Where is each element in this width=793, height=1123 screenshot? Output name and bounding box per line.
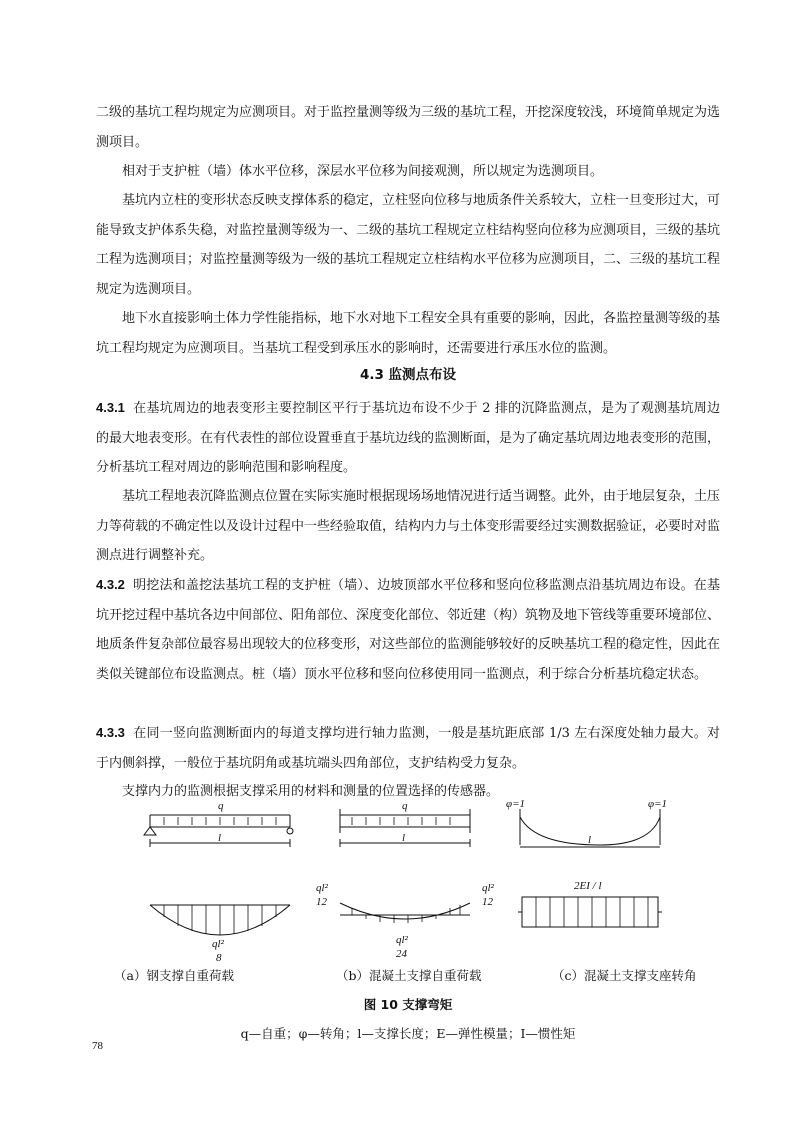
label-l-c: l xyxy=(588,834,592,846)
clause-text: 在同一竖向监测断面内的每道支撑均进行轴力监测，一般是基坑距底部 1/3 左右深度处轴力最大。对于内侧斜撑，一般位于基坑阴角或基坑端头四角部位，支护结构受力复杂。 xyxy=(96,726,720,771)
label-div12-left: 12 xyxy=(316,896,327,908)
figure-title: 图 10 支撑弯矩 xyxy=(363,997,453,1012)
label-phi-left: φ=1 xyxy=(506,798,526,810)
label-div12-right: 12 xyxy=(482,896,493,908)
label-l-a: l xyxy=(218,832,222,844)
label-q-a: q xyxy=(218,800,224,812)
clause-text: 在基坑周边的地表变形主要控制区平行于基坑边布设不少于 2 排的沉降监测点，是为了观测基坑周边的最大地表变形。在有代表性的部位设置垂直于基坑边线的监测断面，是为了确定基坑周边地表变形的范围，分析基坑工程对周边的影响范围和影响程度。 xyxy=(96,401,721,475)
clause-4-3-3-note: 支撑内力的监测根据支撑采用的材料和测量的位置选择的传感器。 xyxy=(122,784,500,799)
moment-diagram-a xyxy=(150,905,290,935)
caption-a: （a）钢支撑自重荷载 xyxy=(114,968,234,983)
clause-number: 4.3.2 xyxy=(96,577,125,592)
clause-4-3-2 xyxy=(96,570,720,689)
figure-legend: q—自重；φ—转角；l—支撑长度；E—弹性模量；I—惯性矩 xyxy=(240,1026,576,1041)
clause-number: 4.3.3 xyxy=(96,725,125,740)
label-phi-right: φ=1 xyxy=(648,798,668,810)
label-ql2-b-right: ql² xyxy=(482,882,494,894)
label-l-b: l xyxy=(402,832,406,844)
paragraph-deep-displacement: 相对于支护桩（墙）体水平位移，深层水平位移为间接观测，所以规定为选测项目。 xyxy=(122,164,604,179)
section-title: 4.3 监测点布设 xyxy=(359,367,457,383)
support-moment-figure xyxy=(130,795,690,995)
clause-number: 4.3.1 xyxy=(96,400,125,415)
page-number: 78 xyxy=(92,1040,103,1052)
paragraph-continuation: 二级的基坑工程均规定为应测项目。对于监控量测等级为三级的基坑工程，开挖深度较浅，环境简单规定为选测项目。 xyxy=(96,105,721,150)
caption-c: （c）混凝土支撑支座转角 xyxy=(552,968,697,983)
paragraph-groundwater: 地下水直接影响土体力学性能指标，地下水对地下工程安全具有重要的影响，因此，各监控量测等级的基坑工程均规定为应测项目。当基坑工程受到承压水的影响时，还需要进行承压水位的监测。 xyxy=(96,311,721,356)
label-ql2-b-mid: ql² xyxy=(396,934,408,946)
label-q-b: q xyxy=(402,800,408,812)
label-2ei-l: 2EI / l xyxy=(574,880,602,892)
moment-diagram-c xyxy=(518,897,662,927)
label-ql2-b-left: ql² xyxy=(316,882,328,894)
label-div24: 24 xyxy=(396,948,407,960)
moment-diagram-b xyxy=(340,903,470,923)
clause-4-3-3 xyxy=(96,718,720,778)
caption-b: （b）混凝土支撑自重荷载 xyxy=(336,968,482,983)
clause-4-3-1-note: 基坑工程地表沉降监测点位置在实际实施时根据现场场地情况进行适当调整。此外，由于地层复杂，土压力等荷载的不确定性以及设计过程中一些经验取值，结构内力与土体变形需要经过实测数据验证，必要时对监测点进行调整补充。 xyxy=(96,489,721,563)
clause-4-3-1 xyxy=(96,393,720,483)
label-ql2-a: ql² xyxy=(212,938,224,950)
label-div8: 8 xyxy=(216,952,222,964)
clause-text: 明挖法和盖挖法基坑工程的支护桩（墙）、边坡顶部水平位移和竖向位移监测点沿基坑周边布设。在基坑开挖过程中基坑各边中间部位、阳角部位、深度变化部位、邻近建（构）筑物及地下管线等重要环境部位、地质条件复杂部位最容易出现较大的位移变形，对这些部位的监测能够较好的反映基坑工程的稳定性，因此在类似关键部位布设监测点。桩（墙）顶水平位移和竖向位移使用同一监测点，利于综合分析基坑稳定状态。 xyxy=(96,578,721,682)
paragraph-column-deformation: 基坑内立柱的变形状态反映支撑体系的稳定，立柱竖向位移与地质条件关系较大，立柱一旦变形过大，可能导致支护体系失稳，对监控量测等级为一、二级的基坑工程规定立柱结构竖向位移为应测项目，三级的基坑工程为选测项目；对监控量测等级为一级的基坑工程规定立柱结构水平位移为应测项目，二、三级的基坑工程规定为选测项目。 xyxy=(96,193,721,297)
